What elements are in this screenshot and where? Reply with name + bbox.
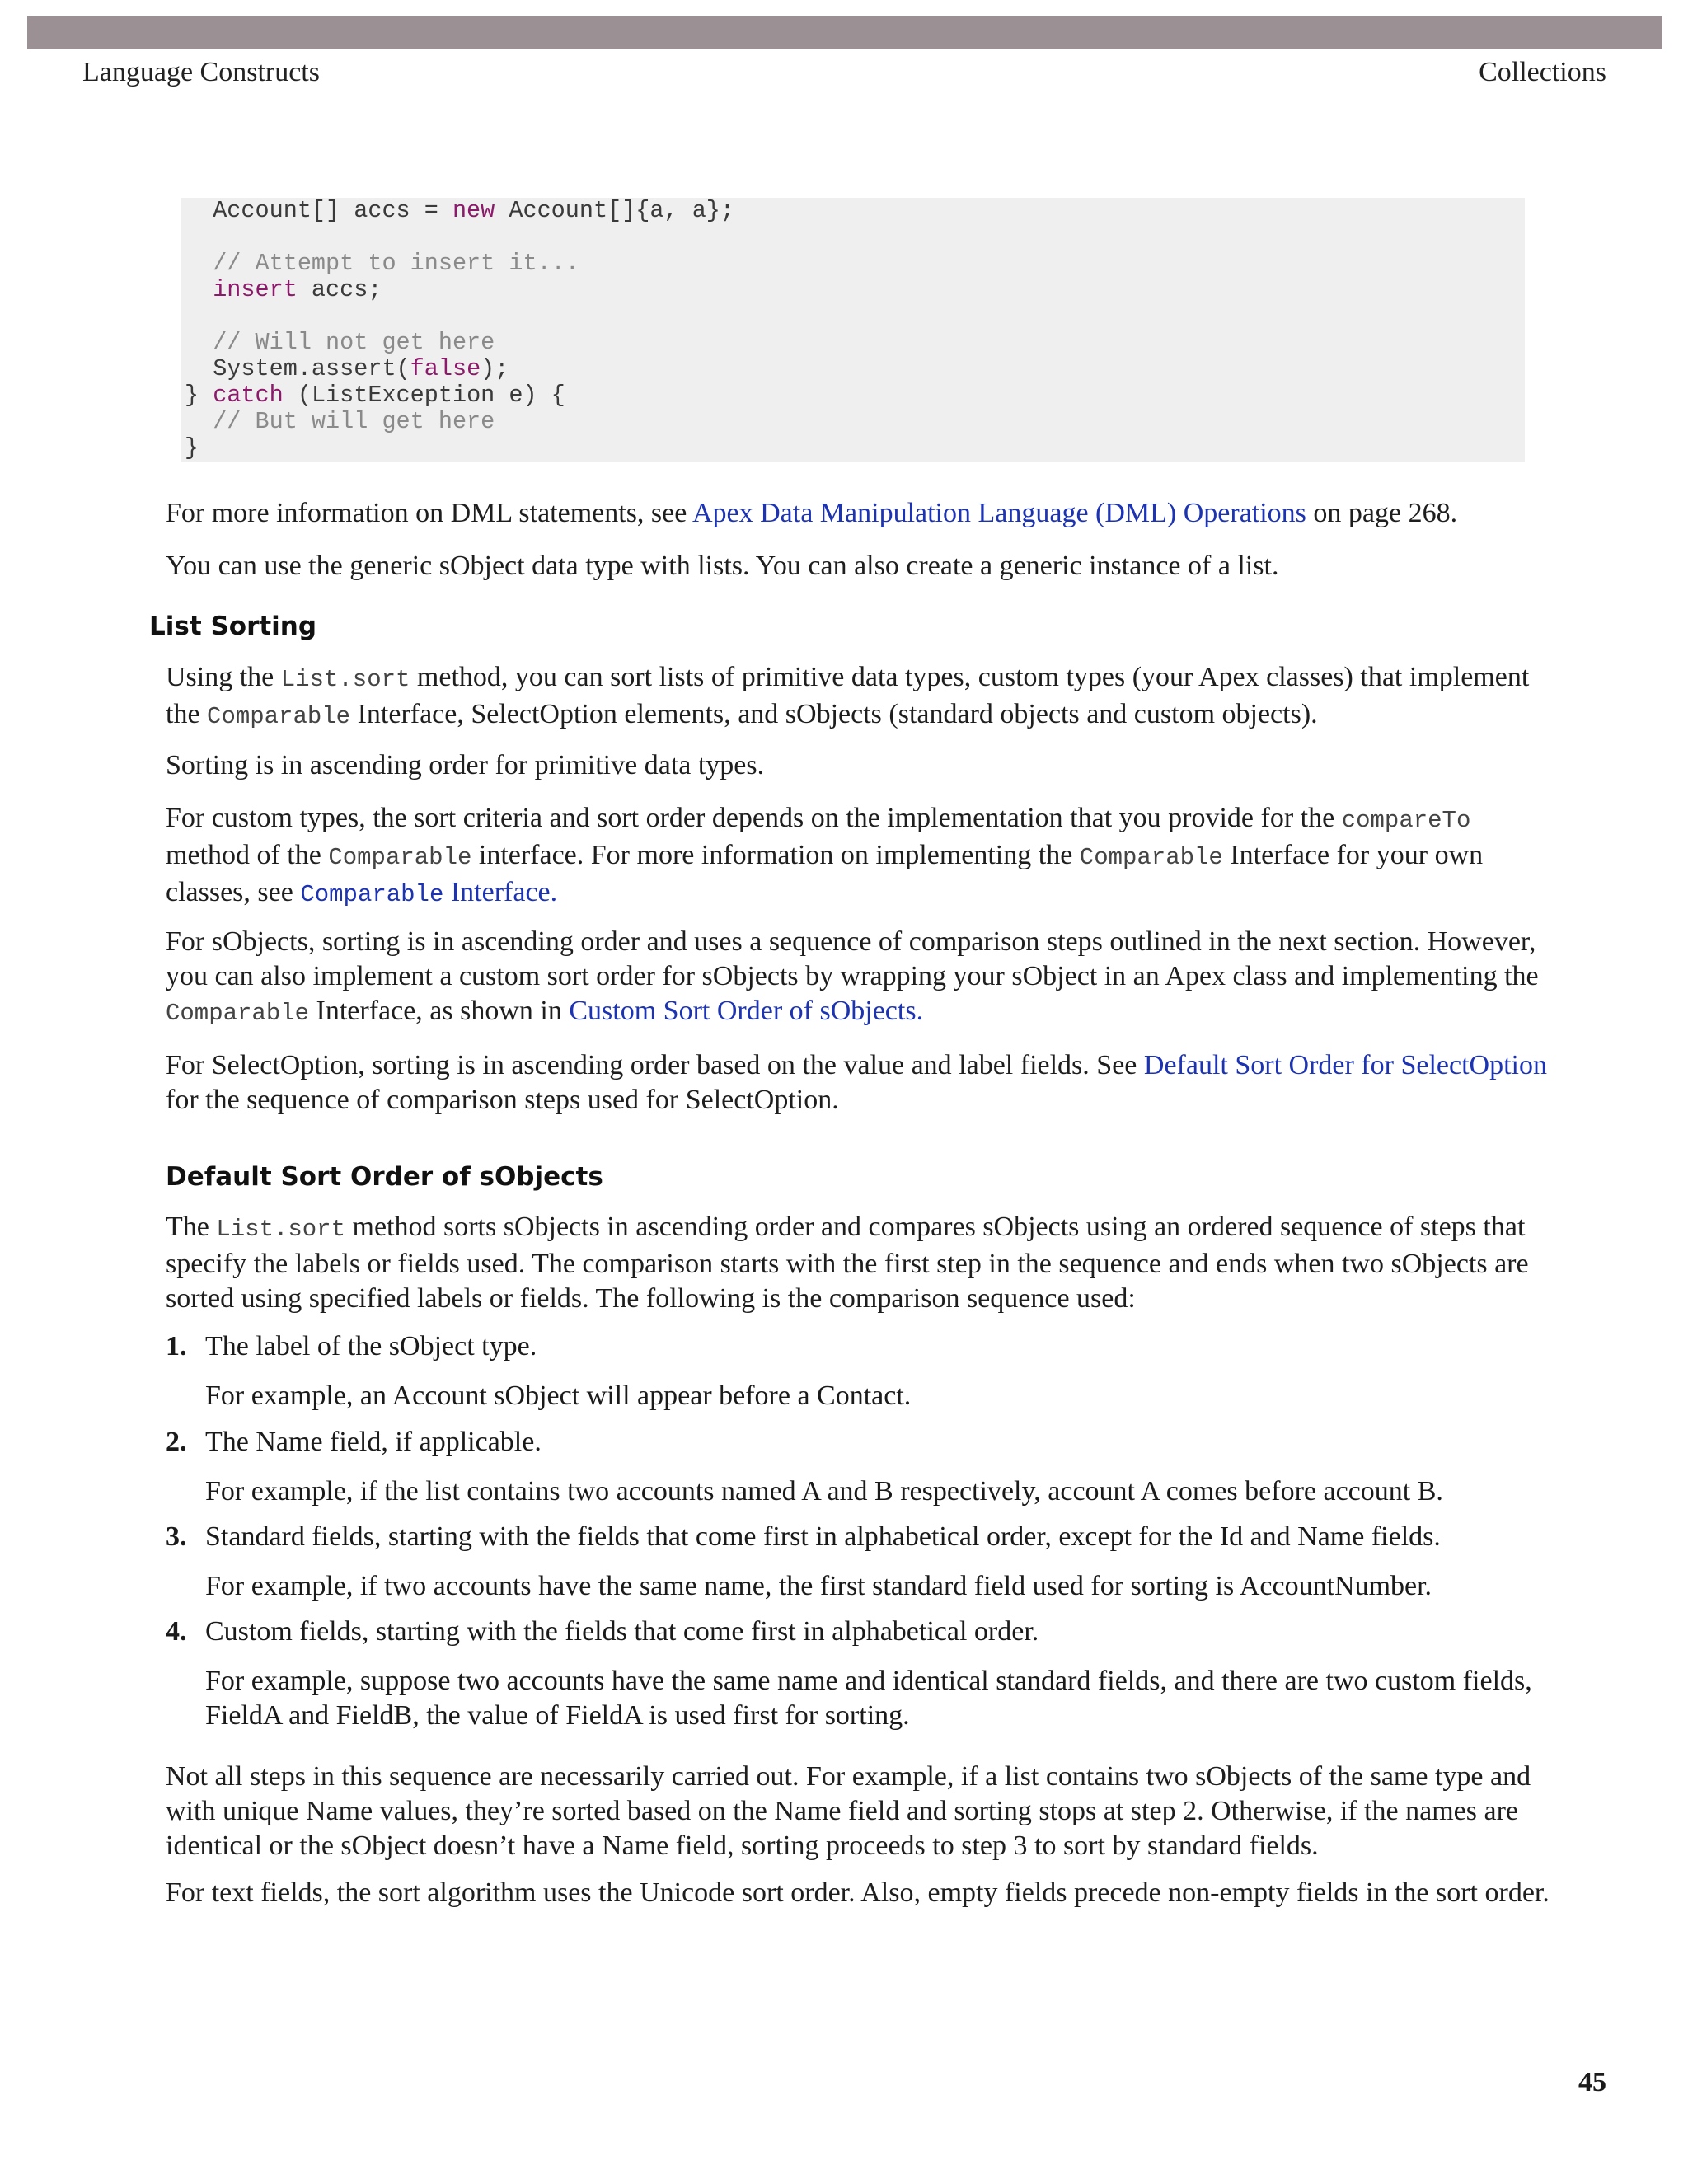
- step-number: 4.: [166, 1616, 187, 1647]
- custom-sort-order-link[interactable]: Custom Sort Order of sObjects: [569, 996, 917, 1026]
- paragraph-generic: You can use the generic sObject data type with lists. You can also create a generic instance of a list.: [166, 551, 1279, 581]
- section-title: Collections: [1479, 57, 1606, 87]
- step-example: For example, an Account sObject will appear before a Contact.: [205, 1380, 912, 1411]
- comparable-interface-link[interactable]: Comparable Interface: [300, 877, 551, 908]
- step-text: The Name field, if applicable.: [205, 1427, 542, 1457]
- paragraph-text-fields: For text fields, the sort algorithm uses the Unicode sort order. Also, empty fields precede non-empty fields in the sort order.: [166, 1877, 1550, 1908]
- step-example: For example, if the list contains two accounts named A and B respectively, account A comes before account B.: [205, 1476, 1443, 1507]
- paragraph-ascending: Sorting is in ascending order for primitive data types.: [166, 750, 765, 780]
- paragraph-not-all-steps: Not all steps in this sequence are necessarily carried out. For example, if a list contains two sObjects of the same type and with unique Name values, they’re sorted based on the Name field and sorting stops at step 2. Otherwise, if the names are identical or the sObject doesn’t have a Name field, sorting proceeds to step 3 to sort by standard fields.: [166, 1761, 1531, 1861]
- page-number: 45: [1578, 2067, 1606, 2097]
- selectoption-sort-link[interactable]: Default Sort Order for SelectOption: [1143, 1050, 1547, 1080]
- step-text: Custom fields, starting with the fields that come first in alphabetical order.: [205, 1616, 1039, 1647]
- paragraph-custom-types: For custom types, the sort criteria and sort order depends on the implementation that you provide for the compareTo method of the Comparable interface. For more information on implementing the Comparable Interface for your own classes, see Comparable Interface.: [166, 803, 1484, 908]
- heading-default-sort-order: Default Sort Order of sObjects: [166, 1162, 603, 1192]
- paragraph-using: Using the List.sort method, you can sort lists of primitive data types, custom types (your Apex classes) that implement the Comparable Interface, SelectOption elements, and sObjects (standard objects and custom objects).: [166, 662, 1530, 730]
- code-line: }: [185, 434, 199, 462]
- code-line: System.assert(false);: [185, 355, 509, 382]
- code-block: [181, 198, 1525, 462]
- code-line: Account[] accs = new Account[]{a, a};: [185, 197, 735, 224]
- step-text: The label of the sObject type.: [205, 1331, 537, 1361]
- dml-operations-link[interactable]: Apex Data Manipulation Language (DML) Operations: [692, 498, 1306, 528]
- step-text: Standard fields, starting with the fields that come first in alphabetical order, except for the Id and Name fields.: [205, 1521, 1441, 1552]
- code-comment: // Attempt to insert it...: [185, 250, 579, 277]
- step-number: 1.: [166, 1331, 187, 1361]
- step-example: For example, suppose two accounts have the same name and identical standard fields, and there are two custom fields, FieldA and FieldB, the value of FieldA is used first for sorting.: [205, 1666, 1532, 1731]
- paragraph-dml: For more information on DML statements, see Apex Data Manipulation Language (DML) Operations on page 268.: [166, 498, 1458, 528]
- step-number: 3.: [166, 1521, 187, 1552]
- paragraph-list-sort: The List.sort method sorts sObjects in ascending order and compares sObjects using an ordered sequence of steps that specify the labels or fields used. The comparison starts with the first step in the sequence and ends when two sObjects are sorted using specified labels or fields. The following is the comparison sequence used:: [166, 1212, 1529, 1314]
- code-comment: // But will get here: [185, 408, 495, 435]
- code-comment: // Will not get here: [185, 329, 495, 356]
- code-line: insert accs;: [185, 276, 382, 303]
- header-bar: [27, 16, 1662, 49]
- code-line: } catch (ListException e) {: [185, 382, 565, 409]
- step-example: For example, if two accounts have the same name, the first standard field used for sorting is AccountNumber.: [205, 1571, 1432, 1601]
- chapter-title: Language Constructs: [82, 57, 320, 87]
- step-number: 2.: [166, 1427, 187, 1457]
- heading-list-sorting: List Sorting: [149, 612, 317, 641]
- paragraph-selectoption: For SelectOption, sorting is in ascending order based on the value and label fields. See Default Sort Order for SelectOption for the sequence of comparison steps used for SelectOption.: [166, 1050, 1547, 1115]
- paragraph-sobjects: For sObjects, sorting is in ascending order and uses a sequence of comparison steps outlined in the next section. However, you can also implement a custom sort order for sObjects by wrapping your sObject in an Apex class and implementing the Comparable Interface, as shown in Custom Sort Order of sObjects.: [166, 926, 1539, 1027]
